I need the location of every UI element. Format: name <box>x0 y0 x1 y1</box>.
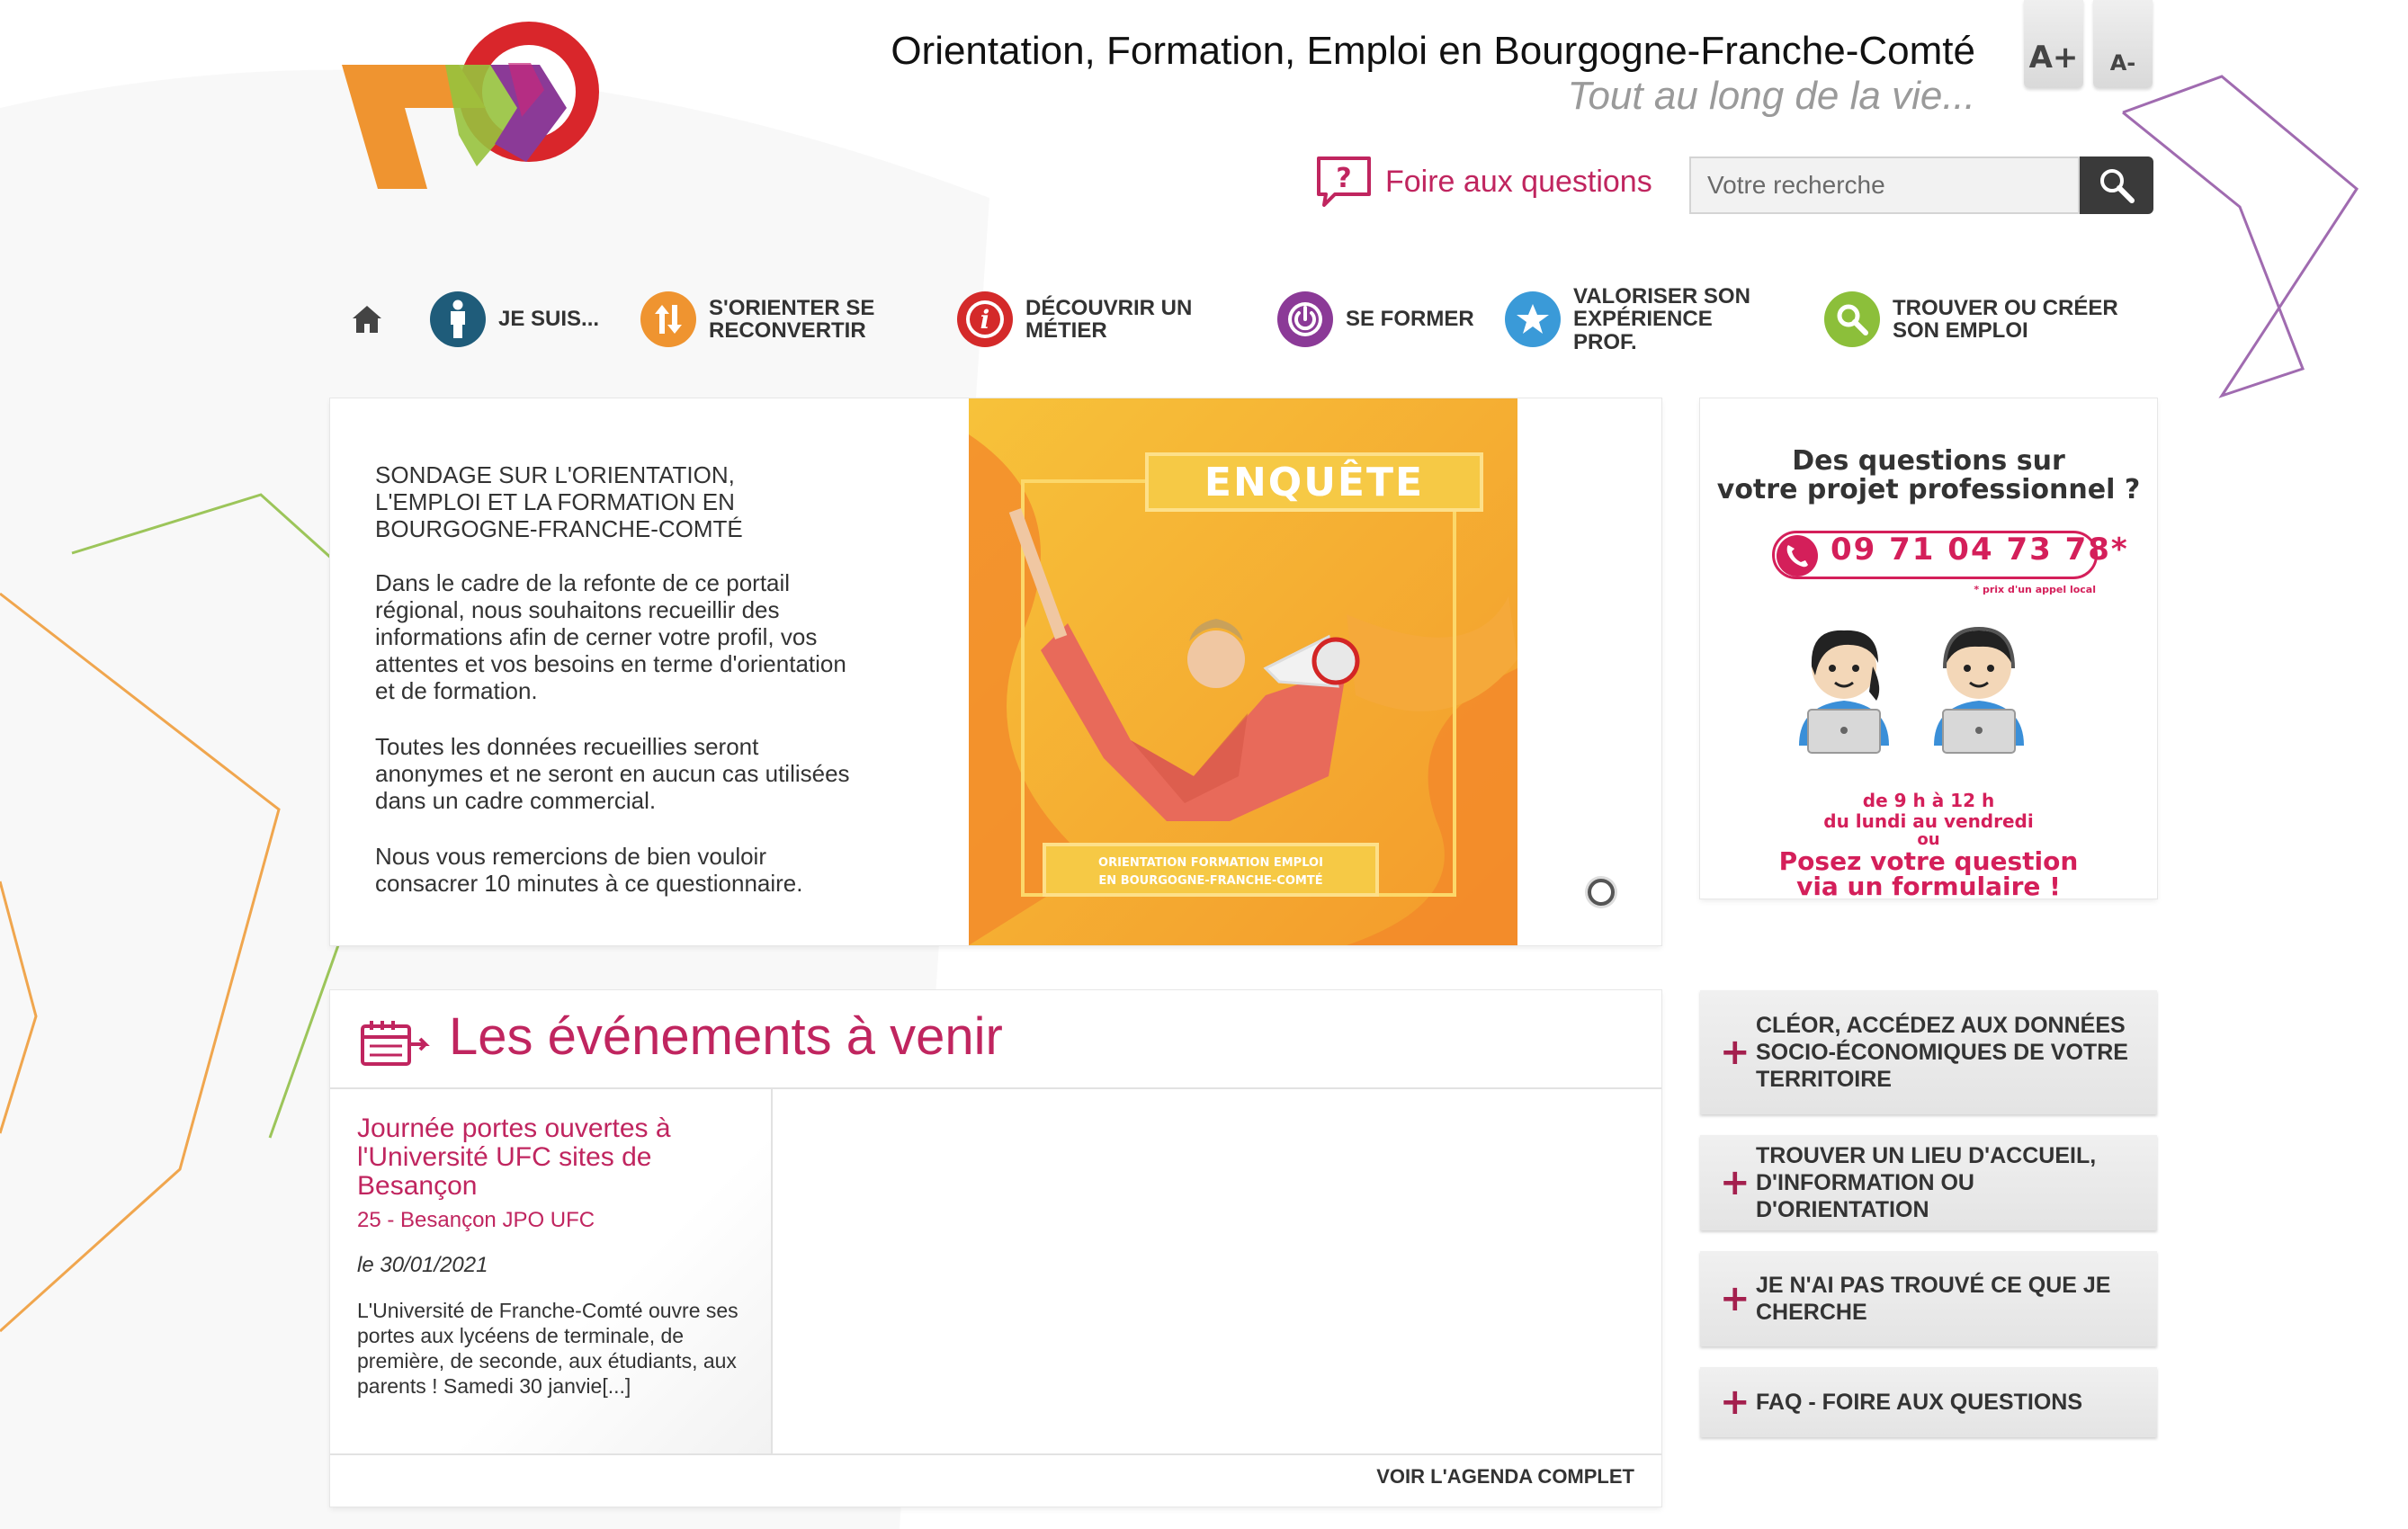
contact-form-link-1[interactable]: Posez votre question <box>1778 846 2079 876</box>
event-item[interactable] <box>330 1089 773 1453</box>
side-link-label: TROUVER UN LIEU D'ACCUEIL, D'INFORMATION OU D'ORIENTATION <box>1756 1143 2097 1222</box>
plus-icon: + <box>1720 1032 1750 1073</box>
nav-label: DÉCOUVRIR UN MÉTIER <box>1025 295 1193 343</box>
nav-trouver-emploi[interactable] <box>1824 283 2121 355</box>
faq-link[interactable] <box>1315 155 1652 209</box>
survey-paragraph: Nous vous remercions de bien vouloir consacrer 10 minutes à ce questionnaire. <box>375 843 803 897</box>
survey-title: SONDAGE SUR L'ORIENTATION, L'EMPLOI ET LA FORMATION EN BOURGOGNE-FRANCHE-COMTÉ <box>375 461 743 542</box>
search-icon <box>2098 166 2135 204</box>
side-link-lieu-accueil[interactable] <box>1700 1135 2157 1230</box>
contact-title-1: Des questions sur <box>1792 445 2065 477</box>
site-title: Orientation, Formation, Emploi en Bourgogne-Franche-Comté <box>891 29 1975 73</box>
divider <box>330 1453 1661 1455</box>
plus-icon: + <box>1720 1278 1750 1319</box>
contact-hours-1: de 9 h à 12 h <box>1862 790 1995 811</box>
phone-note: * prix d'un appel local <box>1974 584 2096 595</box>
event-description: L'Université de Franche-Comté ouvre ses portes aux lycéens de terminale, de première, de seconde, aux étudiants, aux parents ! Samedi 30 janvie[...] <box>357 1299 739 1398</box>
survey-image-heading: ENQUÊTE <box>1204 460 1425 505</box>
side-link-label: JE N'AI PAS TROUVÉ CE QUE JE CHERCHE <box>1756 1273 2111 1325</box>
nav-label: VALORISER SON EXPÉRIENCE PROF. <box>1573 284 1750 354</box>
side-link-faq[interactable] <box>1700 1367 2157 1437</box>
nav-orienter[interactable] <box>640 283 901 355</box>
site-logo[interactable] <box>342 9 603 198</box>
plus-icon: + <box>1720 1381 1750 1423</box>
carousel-indicator[interactable] <box>1588 879 1615 906</box>
search-input[interactable] <box>1689 156 2080 214</box>
power-icon <box>1277 291 1333 347</box>
calendar-arrow-icon <box>359 1017 434 1068</box>
svg-text:?: ? <box>1336 163 1352 194</box>
main-nav <box>351 283 2159 355</box>
contact-hours-2: du lundi au vendredi <box>1823 810 2034 832</box>
events-card <box>330 990 1661 1507</box>
phone-icon <box>1776 534 1819 577</box>
nav-label: S'ORIENTER SE RECONVERTIR <box>709 295 875 343</box>
svg-text:i: i <box>980 305 990 335</box>
nav-home[interactable] <box>351 283 383 355</box>
font-decrease-button[interactable]: A- <box>2093 0 2153 88</box>
nav-valoriser[interactable] <box>1505 283 1775 355</box>
plus-icon: + <box>1720 1162 1750 1203</box>
nav-je-suis[interactable] <box>430 283 599 355</box>
contact-card[interactable] <box>1700 398 2157 899</box>
font-increase-button[interactable]: A+ <box>2024 0 2083 88</box>
question-bubble-icon <box>1315 155 1373 209</box>
arrows-updown-icon <box>640 291 696 347</box>
events-title: Les événements à venir <box>449 1007 1003 1066</box>
site-subtitle: Tout au long de la vie... <box>1567 74 1975 118</box>
contact-or: ou <box>1917 830 1940 849</box>
magnifier-icon <box>1824 291 1880 347</box>
side-link-label: FAQ - FOIRE AUX QUESTIONS <box>1756 1390 2082 1415</box>
nav-label: JE SUIS... <box>498 307 600 332</box>
event-title[interactable]: Journée portes ouvertes à l'Université UFC sites de Besançon <box>357 1113 671 1201</box>
event-date: le 30/01/2021 <box>357 1253 488 1277</box>
survey-image-caption: EN BOURGOGNE-FRANCHE-COMTÉ <box>1098 874 1323 888</box>
survey-paragraph: Dans le cadre de la refonte de ce portail régional, nous souhaitons recueillir des informations afin de cerner votre profil, vos attentes et vos besoins en terme d'orientation et de formation. <box>375 569 846 704</box>
nav-decouvrir[interactable] <box>957 283 1218 355</box>
info-icon <box>957 291 1013 347</box>
person-icon <box>430 291 486 347</box>
event-location: 25 - Besançon JPO UFC <box>357 1208 595 1232</box>
agenda-link[interactable]: VOIR L'AGENDA COMPLET <box>1376 1465 1634 1488</box>
nav-label: SE FORMER <box>1346 307 1474 332</box>
phone-number[interactable]: 09 71 04 73 78* <box>1831 532 2129 568</box>
survey-image[interactable] <box>969 398 1517 945</box>
survey-paragraph: Toutes les données recueillies seront anonymes et ne seront en aucun cas utilisées dans un cadre commercial. <box>375 733 850 814</box>
advisors-illustration <box>1790 611 2069 755</box>
side-link-label: CLÉOR, ACCÉDEZ AUX DONNÉES SOCIO-ÉCONOMIQUES DE VOTRE TERRITOIRE <box>1756 1013 2128 1092</box>
star-icon <box>1505 291 1561 347</box>
survey-image-caption: ORIENTATION FORMATION EMPLOI <box>1098 856 1323 870</box>
home-icon <box>351 304 383 335</box>
contact-title-2: votre projet professionnel ? <box>1716 474 2141 505</box>
nav-label: TROUVER OU CRÉER SON EMPLOI <box>1893 295 2118 343</box>
survey-card[interactable] <box>330 398 1661 945</box>
faq-link-label: Foire aux questions <box>1385 164 1652 199</box>
nav-se-former[interactable] <box>1277 283 1474 355</box>
contact-form-link-2[interactable]: via un formulaire ! <box>1796 872 2061 901</box>
side-link-pas-trouve[interactable] <box>1700 1251 2157 1346</box>
side-link-cleor[interactable] <box>1700 990 2157 1114</box>
search-button[interactable] <box>2080 156 2153 214</box>
